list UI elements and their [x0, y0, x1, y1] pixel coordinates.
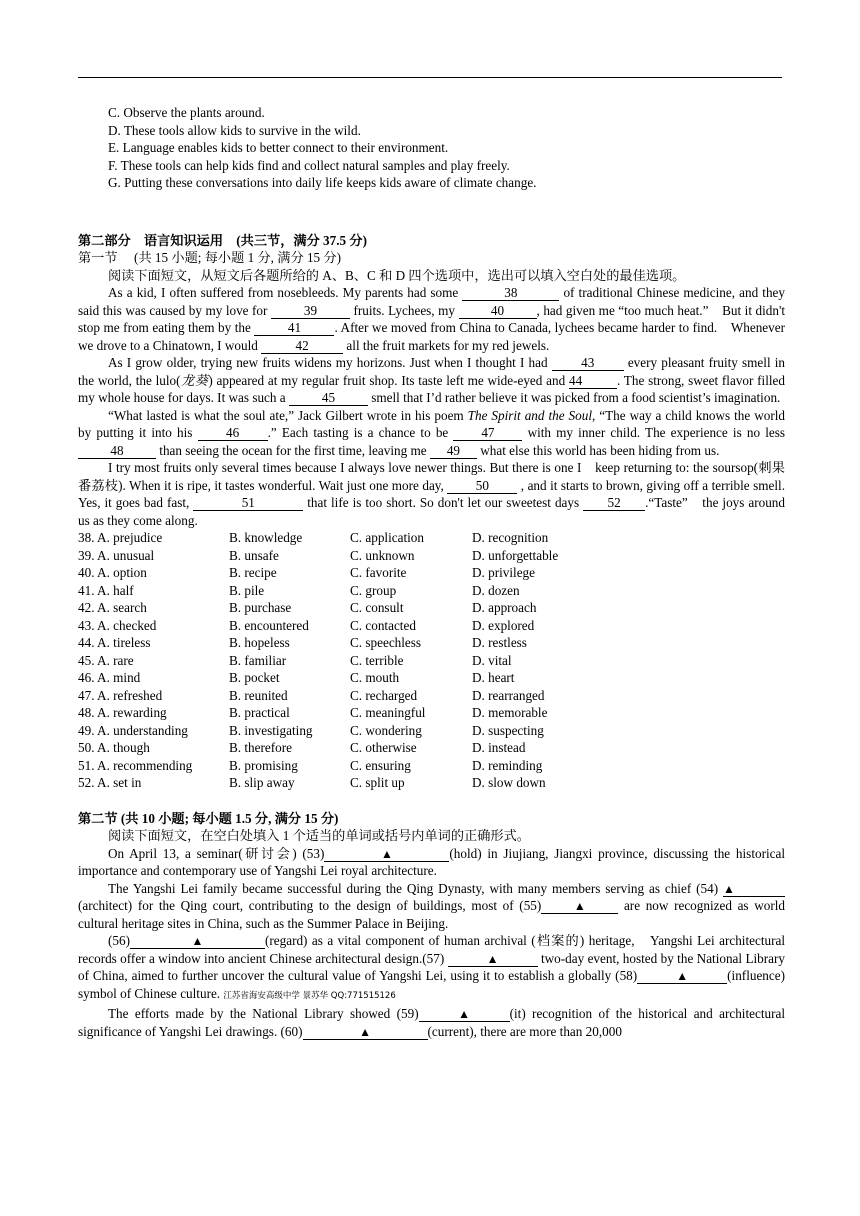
blank-51: 51 [193, 496, 303, 511]
choice-option: D. unforgettable [472, 547, 559, 563]
blank-42: 42 [261, 339, 343, 354]
choice-option: D. restless [472, 635, 527, 650]
blank-47: 47 [453, 426, 522, 441]
choice-option: 47. A. refreshed [78, 687, 163, 703]
choice-option: B. hopeless [229, 635, 290, 650]
blank-41: 41 [254, 321, 334, 336]
choice-row [78, 617, 785, 635]
choice-option: B. knowledge [229, 530, 303, 545]
choice-option: C. terrible [350, 652, 404, 668]
choice-row [78, 722, 785, 740]
choice-option: B. slip away [229, 775, 295, 790]
choice-option: B. therefore [229, 740, 292, 755]
choice-row [78, 774, 785, 792]
choice-option: D. dozen [472, 582, 520, 598]
choice-option: 43. A. checked [78, 617, 157, 633]
choice-option: C. application [350, 530, 424, 545]
cloze-paragraph-4: I try most fruits only several times because I always love newer things. But there is one I keep returning to: the soursop(刺果番荔枝). When it is ripe, it tastes wonderful. Wait just one more day, 50 , and it starts to brown, giving off a terrible smell. Yes, it goes bad fast, 51 that life is too short. So don't let our sweetest days 52 .“Taste” the joys around us as they come along. [78, 460, 785, 528]
blank-54: ▲ [723, 882, 785, 897]
blank-55: ▲ [541, 899, 618, 914]
blank-56: ▲ [130, 934, 265, 949]
choice-option: C. mouth [350, 670, 400, 685]
choice-option: B. encountered [229, 617, 309, 633]
blank-57: ▲ [448, 952, 538, 967]
choice-row [78, 529, 785, 547]
choice-option: 49. A. understanding [78, 722, 188, 738]
grammar-paragraph-3: (56) ▲ (regard) as a vital component of human archival (档案的) heritage, Yangshi Lei architectural records offer a window into ancient Chinese architectural design.(57) ▲ two-day event, hosted by the National Library of China, aimed to further uncover the cultural value of Yangshi Lei, using it to establish a globally (58) ▲ (influence) symbol of Chinese culture. 江苏省海安高级中学 景苏华 QQ:771515126 [78, 933, 785, 1001]
choice-option: B. promising [229, 757, 298, 773]
choice-option: B. unsafe [229, 547, 279, 563]
blank-48: 48 [78, 444, 156, 459]
section2-instruction: 阅读下面短文，在空白处填入 1 个适当的单词或括号内单词的正确形式。 [108, 828, 530, 843]
header-rule [78, 77, 782, 78]
blank-58: ▲ [637, 969, 727, 984]
grammar-paragraph-4: The efforts made by the National Library showed (59) ▲ (it) recognition of the historical and architectural significance of Yangshi Lei drawings. (60) ▲ (current), there are more than 20,000 [78, 1006, 785, 1039]
blank-45: 45 [289, 391, 368, 406]
option-d: D. These tools allow kids to survive in the wild. [108, 122, 361, 138]
option-f: F. These tools can help kids find and collect natural samples and play freely. [108, 157, 510, 173]
choice-option: C. favorite [350, 565, 407, 580]
option-e: E. Language enables kids to better connect to their environment. [108, 140, 449, 155]
choice-option: D. vital [472, 652, 512, 668]
choice-option: 39. A. unusual [78, 547, 155, 563]
blank-44: 44 [569, 374, 617, 389]
choice-row [78, 599, 785, 617]
choice-option: B. reunited [229, 687, 288, 703]
document-page [78, 104, 785, 1040]
blank-60: ▲ [303, 1025, 428, 1040]
choice-option: D. rearranged [472, 687, 545, 703]
choice-row [78, 547, 785, 565]
section1-instruction: 阅读下面短文，从短文后各题所给的 A、B、C 和 D 四个选项中，选出可以填入空白处的最佳选项。 [108, 267, 686, 283]
choice-option: D. memorable [472, 705, 548, 720]
choice-option: C. consult [350, 600, 404, 615]
choice-option: C. contacted [350, 617, 416, 633]
choice-option: D. slow down [472, 775, 546, 790]
choice-option: 45. A. rare [78, 652, 134, 668]
choice-option: 48. A. rewarding [78, 705, 167, 720]
blank-53: ▲ [324, 847, 449, 862]
grammar-paragraph-2: The Yangshi Lei family became successful during the Qing Dynasty, with many members serving as chief (54) ▲(architect) for the Qing court, contributing to the design of buildings, most of (55) ▲ are now recognized as world cultural heritage sites in China, such as the Summer Palace in Beijing. [78, 880, 785, 931]
choice-option: D. suspecting [472, 722, 544, 738]
choice-option: B. pocket [229, 670, 280, 685]
choice-option: D. heart [472, 670, 515, 685]
choice-option: B. practical [229, 705, 290, 720]
watermark-note: 江苏省海安高级中学 景苏华 QQ:771515126 [223, 990, 396, 1001]
blank-52: 52 [583, 496, 645, 511]
choice-option: 41. A. half [78, 582, 134, 598]
option-g: G. Putting these conversations into daily life keeps kids aware of climate change. [108, 175, 537, 190]
choice-row [78, 669, 785, 687]
choice-option: C. split up [350, 775, 405, 790]
blank-43: 43 [552, 356, 624, 371]
choice-option: 42. A. search [78, 600, 147, 615]
blank-39: 39 [271, 304, 350, 319]
choice-option: D. reminding [472, 757, 543, 773]
choice-option: 50. A. though [78, 740, 150, 755]
choice-option: B. pile [229, 582, 265, 598]
grammar-paragraph-1: On April 13, a seminar(研讨会) (53) ▲ (hold) in Jiujiang, Jiangxi province, discussing the historical importance and contemporary use of Yangshi Lei royal architecture. [78, 845, 785, 878]
choice-row [78, 564, 785, 582]
answer-choices [78, 529, 785, 792]
blank-50: 50 [447, 479, 517, 494]
blank-46: 46 [198, 426, 268, 441]
choice-option: C. ensuring [350, 757, 411, 773]
cloze-paragraph-3: “What lasted is what the soul ate,” Jack Gilbert wrote in his poem The Spirit and the Soul, “The way a child knows the world by putting it into his 46 .” Each tasting is a chance to be 47 with my inner child. The experience is no less 48 than seeing the ocean for the first time, leaving me 49 what else this world has been hiding from us. [78, 407, 785, 458]
section2-title: 第二节 (共 10 小题; 每小题 1.5 分, 满分 15 分) [78, 810, 339, 826]
choice-row [78, 582, 785, 600]
choice-option: D. explored [472, 617, 535, 633]
choice-option: B. investigating [229, 722, 313, 738]
choice-option: D. instead [472, 740, 526, 755]
choice-option: C. group [350, 582, 397, 598]
choice-option: 40. A. option [78, 565, 147, 580]
choice-option: 46. A. mind [78, 670, 141, 685]
blank-49: 49 [430, 444, 477, 459]
choice-option: D. privilege [472, 565, 535, 580]
choice-option: 44. A. tireless [78, 635, 151, 650]
choice-option: 51. A. recommending [78, 757, 193, 773]
blank-38: 38 [462, 286, 559, 301]
choice-option: C. wondering [350, 722, 422, 738]
choice-option: C. speechless [350, 635, 422, 650]
choice-option: 52. A. set in [78, 775, 142, 790]
part2-heading: 第二部分 语言知识运用 (共三节，满分 37.5 分) [78, 232, 368, 248]
choice-option: B. familiar [229, 652, 287, 668]
option-c: C. Observe the plants around. [108, 105, 265, 120]
choice-row [78, 652, 785, 670]
choice-row [78, 634, 785, 652]
choice-option: D. approach [472, 600, 537, 615]
choice-option: B. purchase [229, 600, 292, 615]
choice-row [78, 757, 785, 775]
choice-option: C. meaningful [350, 705, 426, 720]
choice-option: C. recharged [350, 687, 418, 703]
choice-option: C. otherwise [350, 740, 417, 755]
choice-row [78, 704, 785, 722]
choice-option: 38. A. prejudice [78, 530, 163, 545]
choice-option: D. recognition [472, 530, 549, 545]
cloze-paragraph-2: As I grow older, trying new fruits widens my horizons. Just when I thought I had 43 every pleasant fruity smell in the world, the lulo(龙葵) appeared at my regular fruit shop. Its taste left me wide-eyed and 44 . The strong, sweet flavor filled my whole house for days. It was such a 45 smell that I’d rather believe it was picked from a food scientist’s imagination. [78, 355, 786, 405]
blank-40: 40 [459, 304, 537, 319]
blank-59: ▲ [419, 1007, 510, 1022]
choice-row [78, 739, 785, 757]
section1-title: 第一节 (共 15 小题; 每小题 1 分, 满分 15 分) [78, 250, 342, 265]
cloze-paragraph-1: As a kid, I often suffered from nosebleeds. My parents had some 38 of traditional Chinese medicine, and they said this was caused by my love for 39 fruits. Lychees, my 40 , had given me “too much heat.” But it didn't stop me from eating them by the 41 . After we moved from China to Canada, lychees became harder to find. Whenever we drove to a Chinatown, I would 42 all the fruit markets for my red jewels. [78, 285, 786, 353]
choice-option: B. recipe [229, 565, 277, 580]
choice-option: C. unknown [350, 547, 415, 563]
choice-row [78, 687, 785, 705]
